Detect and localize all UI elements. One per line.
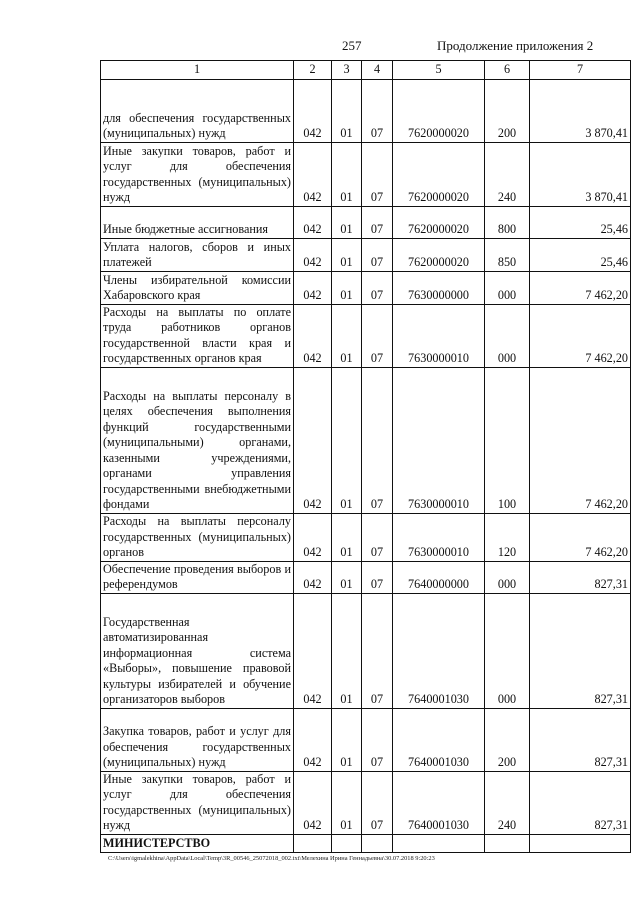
- column-header: 6: [485, 61, 530, 80]
- cell-description: Закупка товаров, работ и услуг для обеспечения государственных (муниципальных) нужд: [101, 708, 294, 771]
- cell-target-article: 7640000000: [393, 561, 485, 593]
- cell-amount: 827,31: [530, 708, 631, 771]
- cell-amount: 827,31: [530, 593, 631, 708]
- table-row: [101, 238, 631, 271]
- cell-ministry-code: 042: [294, 79, 332, 142]
- cell-description: Члены избирательной комиссии Хабаровского края: [101, 271, 294, 304]
- cell-expense-type: 200: [485, 79, 530, 142]
- cell-ministry-code: [294, 834, 332, 852]
- cell-target-article: 7620000020: [393, 206, 485, 238]
- cell-ministry-code: 042: [294, 142, 332, 206]
- cell-section: 01: [332, 771, 362, 834]
- cell-subsection: 07: [362, 513, 393, 561]
- cell-section: 01: [332, 593, 362, 708]
- cell-section: 01: [332, 79, 362, 142]
- cell-ministry-code: 042: [294, 593, 332, 708]
- cell-amount: 7 462,20: [530, 513, 631, 561]
- table-row: [101, 79, 631, 142]
- cell-expense-type: 240: [485, 142, 530, 206]
- table-row: [101, 834, 631, 852]
- cell-subsection: 07: [362, 271, 393, 304]
- cell-description: МИНИСТЕРСТВО: [101, 834, 294, 852]
- cell-target-article: 7630000000: [393, 271, 485, 304]
- cell-expense-type: 200: [485, 708, 530, 771]
- cell-section: 01: [332, 206, 362, 238]
- cell-amount: 3 870,41: [530, 142, 631, 206]
- column-header: 7: [530, 61, 631, 80]
- cell-subsection: 07: [362, 79, 393, 142]
- cell-target-article: [393, 834, 485, 852]
- cell-section: 01: [332, 513, 362, 561]
- table-row: [101, 771, 631, 834]
- table-row: [101, 513, 631, 561]
- cell-description: Расходы на выплаты персоналу в целях обеспечения выполнения функций государственными (муниципальными) органами, казенными учреждениями, органами управления государственными внебюджетными фондами: [101, 367, 294, 513]
- cell-amount: [530, 834, 631, 852]
- cell-ministry-code: 042: [294, 206, 332, 238]
- cell-target-article: 7630000010: [393, 367, 485, 513]
- footer-file-path: C:\Users\igmalekhina\AppData\Local\Temp\3R_00546_25072018_002.txt\Мелехина Ирина Геннадьевна\30.07.2018 9:20:23: [108, 855, 435, 862]
- cell-expense-type: 240: [485, 771, 530, 834]
- cell-expense-type: 120: [485, 513, 530, 561]
- cell-target-article: 7620000020: [393, 142, 485, 206]
- cell-target-article: 7630000010: [393, 304, 485, 367]
- cell-expense-type: 100: [485, 367, 530, 513]
- table-row: [101, 708, 631, 771]
- cell-amount: 827,31: [530, 771, 631, 834]
- cell-ministry-code: 042: [294, 271, 332, 304]
- table-header-row: [101, 61, 631, 80]
- cell-ministry-code: 042: [294, 304, 332, 367]
- cell-description: Иные закупки товаров, работ и услуг для обеспечения государственных (муниципальных) нужд: [101, 142, 294, 206]
- cell-subsection: 07: [362, 206, 393, 238]
- cell-expense-type: 850: [485, 238, 530, 271]
- cell-subsection: 07: [362, 771, 393, 834]
- cell-ministry-code: 042: [294, 561, 332, 593]
- cell-ministry-code: 042: [294, 513, 332, 561]
- cell-amount: 7 462,20: [530, 304, 631, 367]
- cell-description: для обеспечения государственных (муниципальных) нужд: [101, 79, 294, 142]
- column-header: 4: [362, 61, 393, 80]
- cell-subsection: 07: [362, 142, 393, 206]
- cell-amount: 25,46: [530, 238, 631, 271]
- cell-section: 01: [332, 561, 362, 593]
- cell-section: 01: [332, 142, 362, 206]
- table-row: [101, 561, 631, 593]
- cell-amount: 827,31: [530, 561, 631, 593]
- cell-section: 01: [332, 271, 362, 304]
- cell-subsection: 07: [362, 367, 393, 513]
- table-row: [101, 304, 631, 367]
- cell-expense-type: [485, 834, 530, 852]
- table-row: [101, 271, 631, 304]
- cell-ministry-code: 042: [294, 708, 332, 771]
- cell-subsection: 07: [362, 304, 393, 367]
- cell-amount: 3 870,41: [530, 79, 631, 142]
- continuation-title: Продолжение приложения 2: [437, 38, 594, 53]
- cell-target-article: 7640001030: [393, 593, 485, 708]
- cell-target-article: 7640001030: [393, 771, 485, 834]
- cell-amount: 7 462,20: [530, 367, 631, 513]
- cell-subsection: 07: [362, 593, 393, 708]
- cell-description: Уплата налогов, сборов и иных платежей: [101, 238, 294, 271]
- cell-description: Расходы на выплаты персоналу государственных (муниципальных) органов: [101, 513, 294, 561]
- cell-amount: 7 462,20: [530, 271, 631, 304]
- table-row: [101, 206, 631, 238]
- cell-amount: 25,46: [530, 206, 631, 238]
- cell-description: Иные бюджетные ассигнования: [101, 206, 294, 238]
- cell-section: [332, 834, 362, 852]
- cell-description: Обеспечение проведения выборов и референдумов: [101, 561, 294, 593]
- cell-expense-type: 000: [485, 271, 530, 304]
- page-number: 257: [342, 38, 362, 53]
- cell-section: 01: [332, 304, 362, 367]
- cell-section: 01: [332, 238, 362, 271]
- budget-table: [100, 60, 631, 853]
- cell-expense-type: 000: [485, 593, 530, 708]
- cell-description: Иные закупки товаров, работ и услуг для обеспечения государственных (муниципальных) нужд: [101, 771, 294, 834]
- column-header: 1: [101, 61, 294, 80]
- column-header: 5: [393, 61, 485, 80]
- cell-target-article: 7630000010: [393, 513, 485, 561]
- column-header: 3: [332, 61, 362, 80]
- cell-expense-type: 800: [485, 206, 530, 238]
- cell-target-article: 7620000020: [393, 79, 485, 142]
- column-header: 2: [294, 61, 332, 80]
- cell-target-article: 7620000020: [393, 238, 485, 271]
- cell-subsection: 07: [362, 708, 393, 771]
- cell-target-article: 7640001030: [393, 708, 485, 771]
- cell-ministry-code: 042: [294, 771, 332, 834]
- cell-description: Расходы на выплаты по оплате труда работников органов государственной власти края и государственных органов края: [101, 304, 294, 367]
- cell-subsection: 07: [362, 561, 393, 593]
- cell-subsection: [362, 834, 393, 852]
- cell-section: 01: [332, 708, 362, 771]
- cell-section: 01: [332, 367, 362, 513]
- cell-expense-type: 000: [485, 304, 530, 367]
- table-row: [101, 593, 631, 708]
- cell-subsection: 07: [362, 238, 393, 271]
- cell-ministry-code: 042: [294, 238, 332, 271]
- table-row: [101, 142, 631, 206]
- table-row: [101, 367, 631, 513]
- cell-description: Государственная автоматизированная информационная система «Выборы», повышение правовой культуры избирателей и обучение организаторов выборов: [101, 593, 294, 708]
- table-body: [101, 79, 631, 852]
- cell-ministry-code: 042: [294, 367, 332, 513]
- cell-expense-type: 000: [485, 561, 530, 593]
